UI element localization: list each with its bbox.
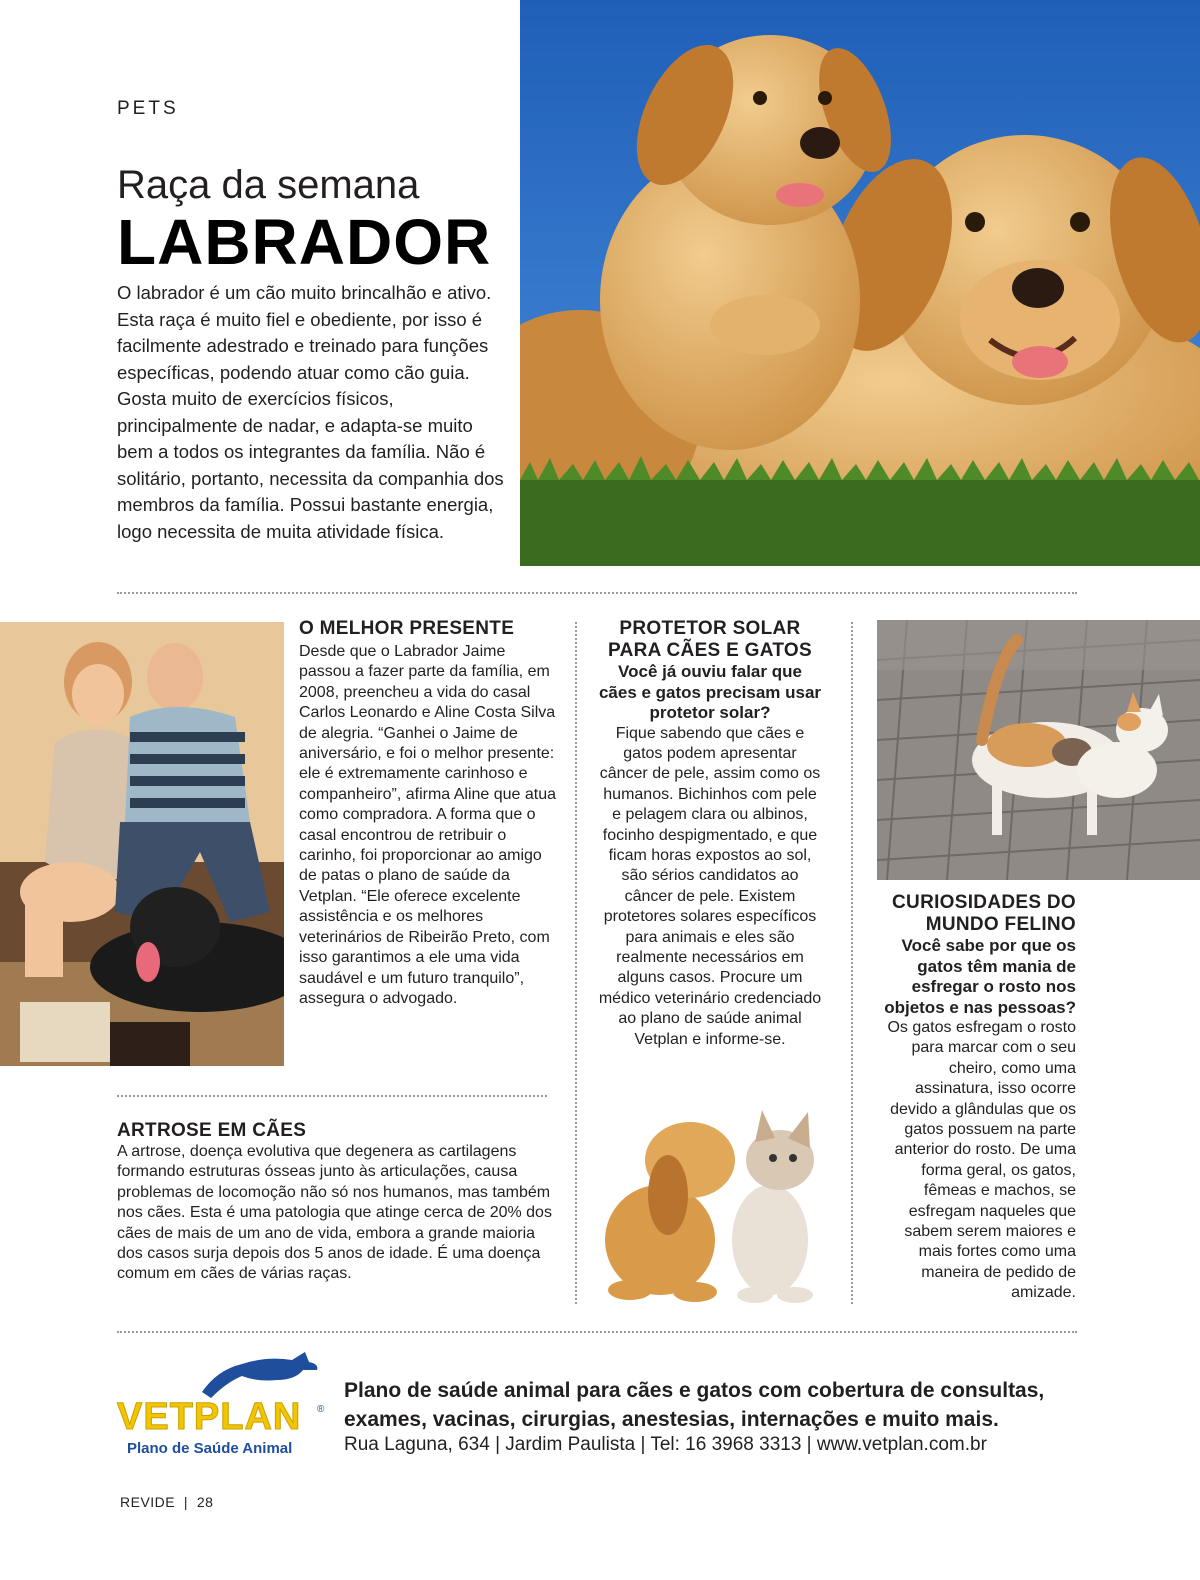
article-present-title: O MELHOR PRESENTE [299, 618, 515, 639]
article-feline [880, 892, 1076, 1304]
page-subtitle: Raça da semana [117, 163, 420, 207]
vetplan-logo-text: VETPLAN [117, 1396, 302, 1438]
divider-column-1 [575, 622, 577, 1304]
ad-address: Rua Laguna, 634 | Jardim Paulista | Tel: 16 3968 3313 | www.vetplan.com.br [344, 1434, 987, 1455]
page-folio: REVIDE | 28 [120, 1494, 214, 1510]
vetplan-tagline: Plano de Saúde Animal [127, 1440, 293, 1457]
puppy-kitten-photo [590, 1100, 840, 1305]
labrador-photo [520, 0, 1200, 566]
page-title: LABRADOR [117, 206, 492, 278]
article-feline-title-2: MUNDO FELINO [925, 914, 1076, 935]
couple-photo [0, 622, 284, 1066]
section-label: PETS [117, 98, 179, 119]
article-sunscreen-title-1: PROTETOR SOLAR [619, 618, 801, 639]
article-feline-title-1: CURIOSIDADES DO [892, 892, 1076, 913]
intro-paragraph: O labrador é um cão muito brincalhão e ativo. Esta raça é muito fiel e obediente, por isso é facilmente adestrado e treinado para funções específicas, podendo atuar como cão guia. Gosta muito de exercícios físicos, principalmente de nadar, e adapta-se muito bem a todos os integrantes da família. Não é solitário, portanto, necessita da companhia dos membros da família. Possui bastante energia, logo necessita de muita atividade física. [117, 282, 504, 542]
article-sunscreen [598, 618, 822, 1050]
divider-column-2 [851, 622, 853, 1304]
article-arthrosis-title: ARTROSE EM CÃES [117, 1120, 307, 1141]
article-sunscreen-title-2: PARA CÃES E GATOS [608, 640, 812, 661]
article-feline-lead: Você sabe por que os gatos têm mania de esfregar o rosto nos objetos e nas pessoas? [884, 936, 1076, 1017]
article-arthrosis-body: A artrose, doença evolutiva que degenera as cartilagens formando estruturas ósseas junto às articulações, causa problemas de locomoção não só nos humanos, mas também nos cães. Esta é uma patologia que atinge cerca de 20% dos cães de mais de um ano de vida, embora a grande maioria dos casos surja depois dos 5 anos de idade. É uma doença comum em cães de várias raças. [117, 1143, 552, 1283]
article-feline-body: Os gatos esfregam o rosto para marcar com o seu cheiro, como uma assinatura, isso ocorre devido a glândulas que os gatos possuem na parte anterior do rosto. De uma forma geral, os gatos, fêmeas e machos, se esfregam naqueles que sabem serem maiores e mais fortes como uma maneira de pedido de amizade. [887, 1019, 1076, 1302]
divider-top [117, 592, 1077, 594]
vetplan-logo[interactable] [117, 1350, 332, 1460]
article-arthrosis [117, 1120, 557, 1285]
running-dog-icon [197, 1350, 322, 1400]
article-present-body: Desde que o Labrador Jaime passou a fazer parte da família, em 2008, preencheu a vida do casal Carlos Leonardo e Aline Costa Silva de alegria. “Ganhei o Jaime de aniversário, e foi o melhor presente: ele é extremamente carinhoso e companheiro”, afirma Aline que atua como compradora. A forma que o casal encontrou de retribuir o carinho, foi proporcionar ao amigo de patas o plano de saúde da Vetplan. “Ele oferece excelente assistência e os melhores veterinários de Ribeirão Preto, com isso garantimos a ele uma vida saudável e um futuro tranquilo”, assegura o advogado. [299, 643, 557, 1007]
registered-mark: ® [317, 1404, 325, 1415]
article-sunscreen-lead: Você já ouviu falar que cães e gatos precisam usar protetor solar? [598, 662, 822, 722]
article-present [299, 618, 561, 1009]
divider-left [117, 1095, 547, 1097]
article-sunscreen-body: Fique sabendo que cães e gatos podem apresentar câncer de pele, assim como os humanos. Bichinhos com pele e pelagem clara ou albinos, focinho despigmentado, e que ficam horas expostos ao sol, são sérios candidatos ao câncer de pele. Existem protetores solares específicos para animais e eles são realmente necessários em alguns casos. Procure um médico veterinário credenciado ao plano de saúde animal Vetplan e informe-se. [598, 724, 822, 1048]
cats-photo [877, 620, 1200, 880]
ad-headline: Plano de saúde animal para cães e gatos com cobertura de consultas, exames, vacinas, cirurgias, anestesias, internações e muito mais. [344, 1379, 1045, 1431]
divider-bottom [117, 1331, 1077, 1333]
